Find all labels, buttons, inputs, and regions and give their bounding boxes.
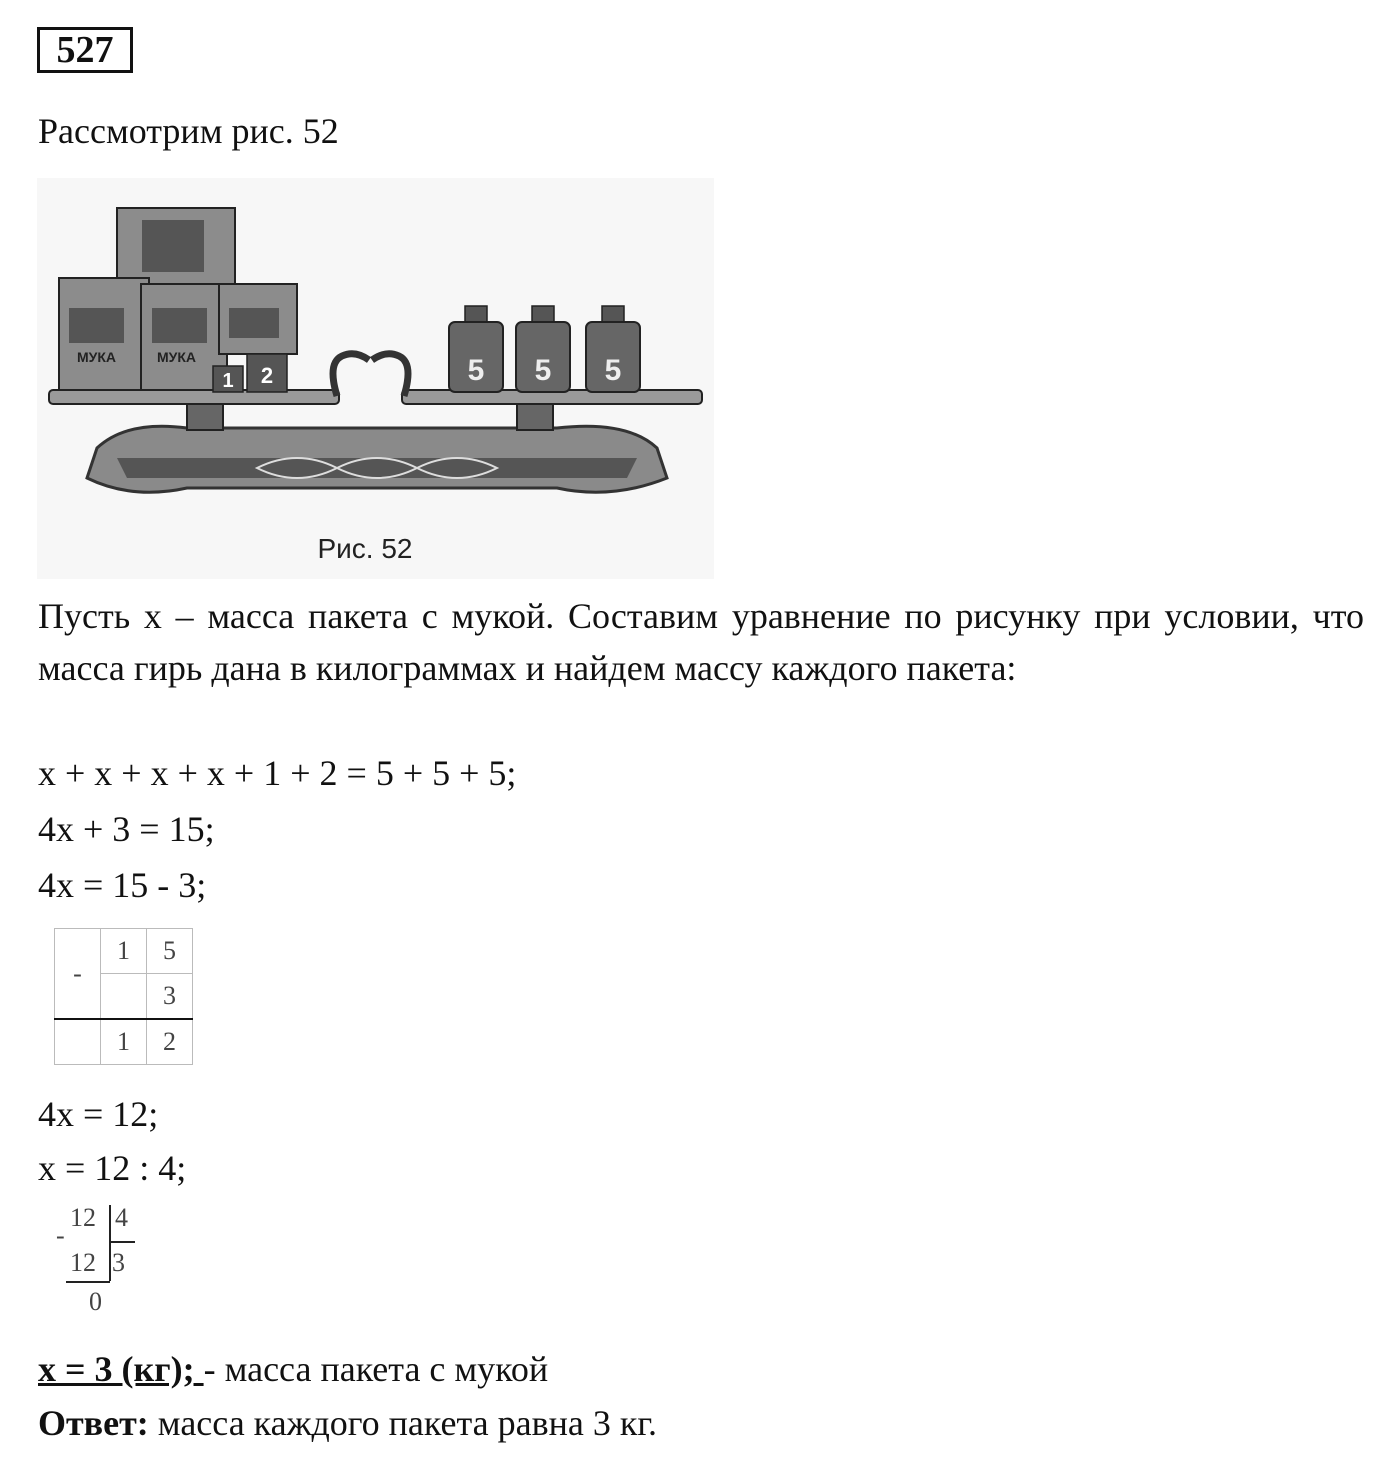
- problem-number: 527: [37, 27, 133, 73]
- weight-5-a: [449, 306, 503, 392]
- result-line: [38, 1348, 548, 1390]
- scale-base-panel: [117, 458, 637, 478]
- digit-cell: [101, 974, 147, 1020]
- minus-sign: -: [55, 929, 101, 1020]
- answer-text: масса каждого пакета равна 3 кг.: [148, 1403, 658, 1443]
- figure-caption: Рис. 52: [317, 533, 413, 564]
- equation-4: 4x = 12;: [38, 1094, 159, 1134]
- svg-text:5: 5: [467, 354, 485, 387]
- svg-text:5: 5: [604, 354, 622, 387]
- long-division: [52, 1203, 162, 1318]
- remainder: 0: [89, 1287, 102, 1316]
- digit-cell: 5: [147, 929, 193, 974]
- subtrahend: 12: [70, 1248, 96, 1277]
- equation-1: x + x + x + x + 1 + 2 = 5 + 5 + 5;: [38, 753, 517, 793]
- answer-line: [38, 1402, 657, 1444]
- bag-label: МУКА: [77, 349, 117, 365]
- bag-label: МУКА: [157, 349, 197, 365]
- left-arm: [333, 354, 369, 396]
- dividend: 12: [70, 1203, 96, 1232]
- result-expression: x = 3 (кг);: [38, 1349, 204, 1389]
- equation-2: 4x + 3 = 15;: [38, 809, 215, 849]
- weight-2-label: 2: [260, 363, 274, 388]
- column-subtraction: [54, 928, 193, 1065]
- weight-5-b: [516, 306, 570, 392]
- right-weights: [449, 306, 640, 392]
- figure-52: [37, 178, 714, 579]
- equation-5: x = 12 : 4;: [38, 1148, 187, 1188]
- result-description: - масса пакета с мукой: [203, 1349, 549, 1389]
- weight-5-c: [586, 306, 640, 392]
- digit-cell: 2: [147, 1019, 193, 1065]
- divisor-underline: [109, 1241, 135, 1243]
- digit-cell: 3: [147, 974, 193, 1020]
- right-arm: [372, 354, 408, 396]
- intro-text: Рассмотрим рис. 52: [38, 111, 339, 151]
- digit-cell: [55, 1019, 101, 1065]
- balance-scale-illustration: [37, 178, 714, 579]
- digit-cell: 1: [101, 929, 147, 974]
- digit-cell: 1: [101, 1019, 147, 1065]
- quotient: 3: [112, 1248, 125, 1277]
- divisor: 4: [115, 1203, 128, 1232]
- weight-1-label: 1: [222, 370, 234, 392]
- svg-text:5: 5: [534, 354, 552, 387]
- minus-sign: -: [56, 1221, 65, 1250]
- equation-3: 4x = 15 - 3;: [38, 865, 207, 905]
- solution-paragraph: Пусть x – масса пакета с мукой. Составим уравнение по рисунку при условии, что масса гирь дана в килограммах и найдем массу каждого пакета:: [38, 596, 1364, 688]
- subtrahend-underline: [66, 1281, 110, 1283]
- answer-label: Ответ:: [38, 1403, 149, 1443]
- left-pan: [49, 390, 339, 404]
- division-vertical-line: [109, 1205, 111, 1281]
